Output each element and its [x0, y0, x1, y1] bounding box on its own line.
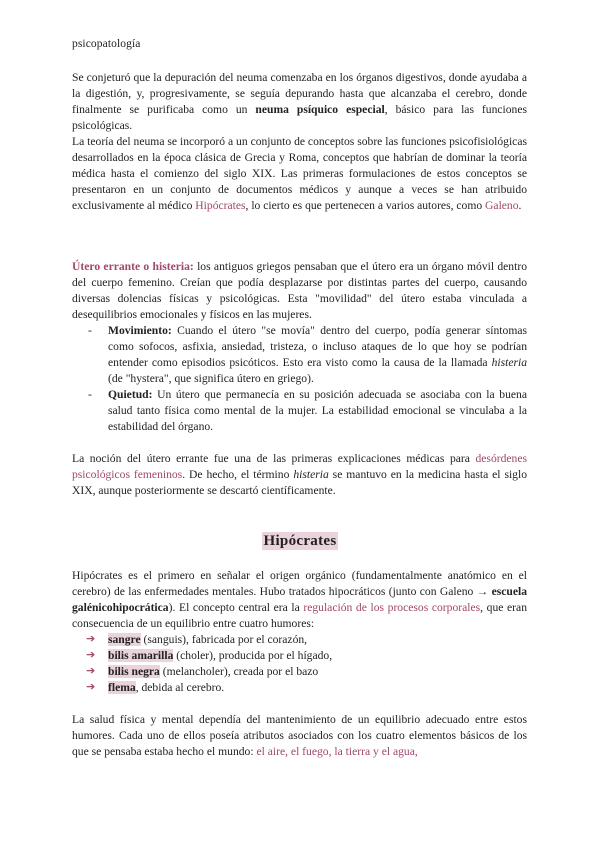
item-label: Quietud:	[108, 388, 153, 401]
humor-desc: (melancholer), creada por el bazo	[159, 665, 319, 678]
utero-list	[72, 323, 527, 435]
text-run: La noción del útero errante fue una de las primeras explicaciones médicas para	[72, 452, 476, 465]
link-elementos[interactable]: el aire, el fuego, la tierra y el agua,	[256, 745, 418, 758]
humor-name: bilis amarilla	[108, 649, 174, 662]
humor-item-bilis-negra	[72, 664, 527, 680]
text-run: , que eran consecuencia de un equilibrio entre cuatro humores:	[72, 601, 527, 630]
bold-term-escuela: escuela galénicohipocrática	[72, 585, 527, 614]
humors-list	[72, 632, 527, 696]
link-desordenes[interactable]: desórdenes psicológicos femeninos	[72, 452, 527, 481]
utero-heading: Útero errante o histeria:	[72, 260, 194, 273]
histeria-paragraph	[72, 451, 527, 499]
list-item-movimiento	[72, 323, 527, 387]
text-run: se mantuvo en la medicina hasta el siglo XIX, aunque posteriormente se descartó científicamente.	[72, 468, 527, 497]
text-run: Un útero que permanecía en su posición adecuada se asociaba con la buena salud tanto física como mental de la mujer. La estabilidad emocional se vinculaba a la estabilidad del órgano.	[108, 388, 527, 433]
item-label: Movimiento:	[108, 324, 172, 337]
text-run: Se conjeturó que la depuración del neuma comenzaba en los órganos digestivos, donde ayudaba a la digestión, y, progresivamente, se seguía depurando hasta que alcanzaba el cerebro, donde finalmente se purificaba como un	[72, 71, 527, 116]
text-run: La teoría del neuma se incorporó a un conjunto de conceptos sobre las funciones psicofisiológicas desarrollados en la época clásica de Grecia y Roma, conceptos que habrían de dominar la teoría médica hasta el comienzo del siglo XIX. Las primeras formulaciones de estos conceptos se presentaron en un conjunto de documentos médicos y aunque a veces se han atribuido exclusivamente al médico	[72, 135, 527, 212]
text-run: La salud física y mental dependía del mantenimiento de un equilibrio adecuado entre estos humores. Cada uno de ellos poseía atributos asociados con los cuatro elementos básicos de los que se pensaba estaba hecho el mundo:	[72, 713, 527, 758]
arrow-icon: ➔	[86, 664, 96, 677]
neuma-section	[72, 70, 527, 214]
humor-desc: (choler), producida por el hígado,	[173, 649, 333, 662]
list-item-quietud	[72, 387, 527, 435]
text-run: los antiguos griegos pensaban que el útero era un órgano móvil dentro del cuerpo femenino. Creían que podía desplazarse por distintas partes del cuerpo, causando diversas dolencias físicas y psicológicas. Esta "movilidad" del útero estaba vinculada a desequilibrios emocionales y físicos en las mujeres.	[72, 260, 527, 321]
text-run: , lo cierto es que pertenecen a varios autores, como	[245, 199, 486, 212]
histeria-text	[72, 451, 527, 499]
neuma-paragraph-2	[72, 134, 527, 214]
text-run: Hipócrates es el primero en señalar el origen orgánico (fundamentalmente anatómico en el cerebro) de las enfermedades mentales. Hubo tratados hipocráticos (junto con Galeno →	[72, 569, 527, 598]
section-title-text: Hipócrates	[263, 533, 337, 549]
text-run: .	[518, 199, 522, 212]
text-run: Cuando el útero "se movía" dentro del cuerpo, podía generar síntomas como sofocos, asfixia, ansiedad, tristeza, o incluso ataques de lo que hoy se podrían entender como episodios psicóticos. Esto era visto como la causa de la llamada	[108, 324, 527, 369]
humor-desc: , debida al cerebro.	[135, 681, 225, 694]
text-run: ). El concepto central era la	[168, 601, 304, 614]
humor-name: bilis negra	[108, 665, 160, 678]
italic-term: histeria	[491, 356, 527, 369]
equilibrio-paragraph	[72, 712, 527, 760]
dash-bullet: -	[88, 324, 92, 337]
neuma-paragraph-1	[72, 70, 527, 134]
bold-term-neuma: neuma psíquico especial	[255, 103, 385, 116]
text-run: , básico para las funciones psicológicas.	[72, 103, 527, 132]
link-regulacion[interactable]: regulación de los procesos corporales	[303, 601, 481, 614]
arrow-icon: ➔	[86, 648, 96, 661]
humor-name: flema	[108, 681, 136, 694]
utero-intro	[72, 259, 527, 323]
humor-item-bilis-amarilla	[72, 648, 527, 664]
humor-item-flema	[72, 680, 527, 696]
italic-term: histeria	[293, 468, 329, 481]
hipocrates-section	[72, 568, 527, 696]
utero-section	[72, 259, 527, 435]
page-header: psicopatología	[72, 38, 141, 50]
humor-name: sangre	[108, 633, 141, 646]
arrow-icon: ➔	[86, 632, 96, 645]
link-hipocrates[interactable]: Hipócrates	[195, 199, 246, 212]
text-run: (de "hystera", que significa útero en griego).	[108, 372, 314, 385]
hipocrates-paragraph	[72, 568, 527, 632]
humor-desc: (sanguis), fabricada por el corazón,	[140, 633, 308, 646]
section-title	[0, 532, 600, 550]
arrow-icon: ➔	[86, 680, 96, 693]
humor-item-sangre	[72, 632, 527, 648]
text-run: . De hecho, el término	[182, 468, 294, 481]
link-galeno[interactable]: Galeno	[485, 199, 519, 212]
dash-bullet: -	[88, 388, 92, 401]
equilibrio-text	[72, 712, 527, 760]
